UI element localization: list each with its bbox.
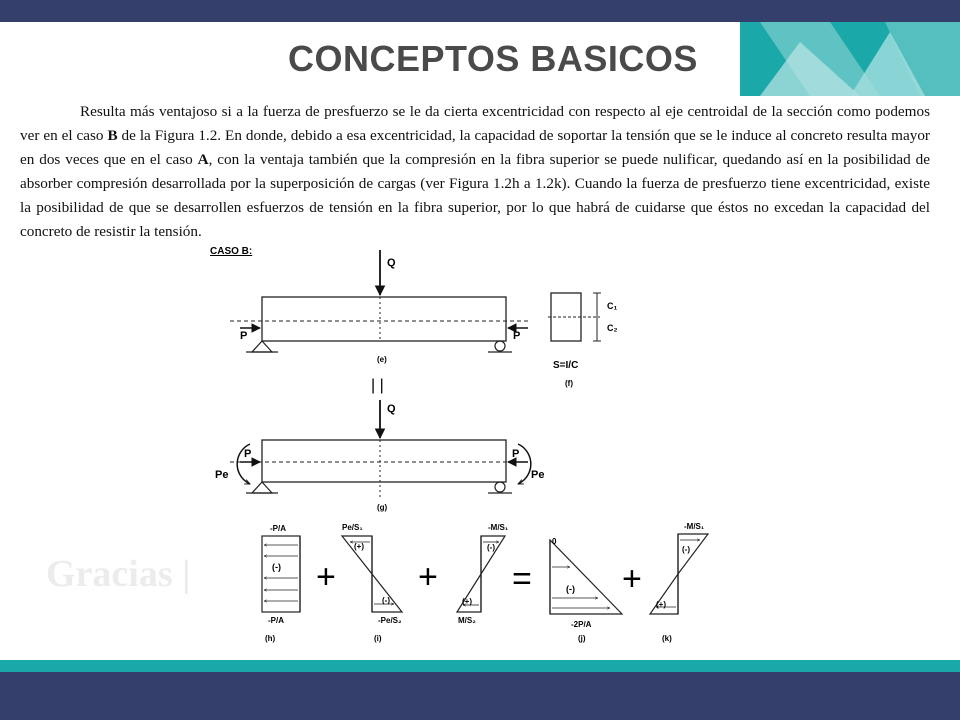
case-a-ref: A bbox=[197, 151, 209, 168]
load-q-g: Q bbox=[387, 403, 396, 415]
label-h: (h) bbox=[265, 634, 276, 643]
footer-band bbox=[0, 672, 960, 720]
body-paragraph bbox=[20, 100, 930, 244]
beam-g bbox=[230, 400, 531, 500]
moment-pe-left: Pe bbox=[215, 469, 229, 481]
pin-support-g bbox=[252, 482, 272, 493]
force-p-left-e: P bbox=[240, 330, 248, 342]
stress-diagram-j bbox=[550, 540, 622, 614]
load-q-e: Q bbox=[387, 257, 396, 269]
figure-diagram bbox=[0, 238, 960, 658]
equals-operator: = bbox=[512, 560, 532, 598]
slide-title: CONCEPTOS BASICOS bbox=[288, 38, 698, 79]
caso-b-label: CASO B: bbox=[210, 246, 253, 257]
paragraph-part-3: , con la ventaja también que la compresión en la fibra superior se puede nulificar, quedando así en la posibilidad de absorber compresión desarrollada por la superposición de cargas (ver Figura 1.2h a 1.2k). Cuando la fuerza de presfuerzo tiene excentricidad, existe la posibilidad de que se desarrollen esfuerzos de tensión en la fibra superior, por lo que habrá de cuidarse que éstos no excedan la capacidad del concreto de resistir la tensión. bbox=[20, 151, 930, 240]
ms-plus-sign: (+) bbox=[462, 597, 472, 606]
label-i: (i) bbox=[374, 634, 382, 643]
i-bottom-label: -Pe/S₂ bbox=[378, 616, 402, 625]
top-band bbox=[0, 0, 960, 22]
label-k: (k) bbox=[662, 634, 672, 643]
roller-support-e bbox=[495, 341, 505, 351]
moment-arrow-right bbox=[518, 444, 531, 484]
label-g: (g) bbox=[377, 503, 388, 512]
plus-operator-3: + bbox=[622, 560, 642, 598]
pin-support-e bbox=[252, 341, 272, 352]
beam-e bbox=[230, 250, 530, 352]
k-plus-sign: (+) bbox=[656, 600, 666, 609]
label-j: (j) bbox=[578, 634, 586, 643]
j-sign: (-) bbox=[566, 584, 575, 594]
section-modulus-label: S=I/C bbox=[553, 360, 579, 371]
footer-accent bbox=[0, 660, 960, 672]
label-e: (e) bbox=[377, 355, 387, 364]
force-p-right-e: P bbox=[513, 330, 521, 342]
paragraph-part-1: Resulta más ventajoso si a la fuerza de presfuerzo se le da cierta excentricidad con respecto al eje centroidal de la sección como podemos ver en el caso bbox=[20, 103, 930, 144]
k-top-label: -M/S₁ bbox=[684, 522, 705, 531]
i-minus-sign: (-) bbox=[382, 596, 390, 605]
plus-operator-1: + bbox=[316, 558, 336, 596]
ms-bottom-label: M/S₂ bbox=[458, 616, 476, 625]
ms-top-label: -M/S₁ bbox=[488, 523, 509, 532]
h-bottom-label: -P/A bbox=[268, 616, 284, 625]
plus-operator-2: + bbox=[418, 558, 438, 596]
roller-support-g bbox=[495, 482, 505, 492]
j-bottom-label: -2P/A bbox=[571, 620, 592, 629]
equivalence-mark: | | bbox=[371, 377, 384, 394]
paragraph-part-2: de la Figura 1.2. En donde, debido a esa excentricidad, la capacidad de soportar la tensión que se le induce al concreto resulta mayor en dos veces que en el caso bbox=[20, 127, 930, 168]
h-top-label: -P/A bbox=[270, 524, 286, 533]
j-top-label: 0 bbox=[552, 537, 557, 546]
h-sign: (-) bbox=[272, 562, 281, 572]
cross-section-f bbox=[548, 293, 601, 341]
ms-minus-sign: (-) bbox=[487, 543, 495, 552]
force-p-right-g: P bbox=[512, 448, 520, 460]
c2-label: C₂ bbox=[607, 323, 618, 333]
moment-pe-right: Pe bbox=[531, 469, 545, 481]
watermark: Gracias | bbox=[46, 553, 191, 595]
c1-label: C₁ bbox=[607, 301, 618, 311]
stress-diagram-i bbox=[342, 536, 402, 612]
force-p-left-g: P bbox=[244, 448, 252, 460]
label-f: (f) bbox=[565, 379, 573, 388]
stress-diagram-h bbox=[262, 536, 300, 612]
header-decoration bbox=[740, 22, 960, 96]
i-top-label: Pe/S₁ bbox=[342, 523, 363, 532]
k-minus-sign: (-) bbox=[682, 545, 690, 554]
i-plus-sign: (+) bbox=[354, 542, 364, 551]
case-b-ref: B bbox=[107, 127, 118, 144]
